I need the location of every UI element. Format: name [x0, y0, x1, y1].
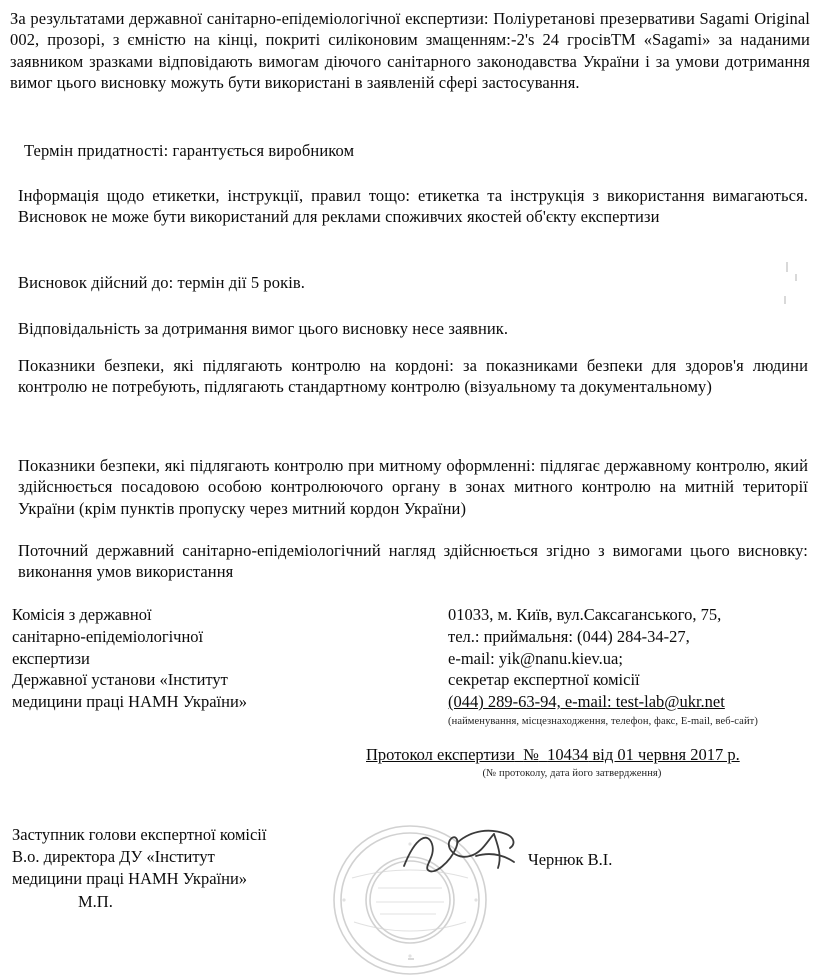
paragraph-responsibility: Відповідальність за дотримання вимог цього висновку несе заявник. [18, 319, 509, 338]
signer-position-line-1: Заступник голови експертної комісії [12, 825, 267, 844]
contact-secretary-label: секретар експертної комісії [448, 670, 640, 690]
protocol-date: від 01 червня 2017 р. [592, 745, 740, 764]
handwritten-signature [398, 826, 528, 882]
contacts-caption: (найменування, місцезнаходження, телефон, факс, Е-mail, веб-сайт) [448, 715, 758, 727]
paragraph-safety-border-control: Показники безпеки, які підлягають контролю на кордоні: за показниками безпеки для здоров'я людини контролю не потребують, підлягають стандартному контролю (візуальному та документальному) [18, 356, 808, 397]
signature-block [12, 824, 342, 913]
commission-line-2: санітарно-епідеміологічної [12, 626, 204, 646]
contact-phone: тел.: приймальня: (044) 284-34-27, [448, 626, 690, 646]
contact-secretary-details: (044) 289-63-94, e-mail: test-lab@ukr.net [448, 692, 725, 712]
signer-position-line-3: медицини праці НАМН України» [12, 868, 248, 888]
seal-mark-label: М.П. [78, 892, 113, 912]
round-stamp-icon [322, 818, 498, 978]
scan-speckle [784, 296, 786, 304]
paragraph-label-info: Інформація щодо етикетки, інструкції, правил тощо: етикетка та інструкція з використання вимагаються. Висновок не може бути використаний для реклами споживчих якостей об'єкту експертизи [18, 186, 808, 227]
commission-line-4: Державної установи «Інститут [12, 670, 228, 690]
protocol-caption: (№ протоколу, дата його затвердження) [482, 768, 662, 779]
contact-address: 01033, м. Київ, вул.Саксаганського, 75, [448, 605, 722, 624]
paragraph-valid-until: Висновок дійсний до: термін дії 5 років. [18, 273, 306, 292]
scan-speckle [786, 262, 788, 272]
paragraph-shelf-life: Термін придатності: гарантується виробником [24, 141, 355, 160]
signer-name: Чернюк В.І. [528, 850, 613, 869]
signer-position-line-2: В.о. директора ДУ «Інститут [12, 846, 215, 866]
paragraph-current-supervision: Поточний державний санітарно-епідеміологічний нагляд здійснюється згідно з вимогами цього висновку: виконання умов використання [18, 541, 808, 582]
protocol-line [366, 745, 796, 765]
paragraph-conclusion-main: За результатами державної санітарно-епідеміологічної експертизи: Поліуретанові презервативи Sagami Original 002, прозорі, з ємністю на кінці, покриті силіконовим змащенням:-2's 24 гросівТМ «Sagami» за наданими заявником зразками відповідають вимогам діючого санітарного законодавства України і за умови дотримання вимог цього висновку можуть бути використані в заявленій сфері застосування. [10, 9, 810, 93]
protocol-block [366, 745, 796, 779]
commission-line-1: Комісія з державної [12, 605, 152, 624]
scan-speckle [408, 958, 414, 960]
contacts-block [448, 604, 788, 729]
commission-block [12, 604, 342, 713]
commission-line-5: медицини праці НАМН України» [12, 692, 248, 712]
scan-speckle [795, 274, 797, 281]
protocol-number: 10434 [547, 745, 589, 764]
paragraph-safety-customs-control: Показники безпеки, які підлягають контролю при митному оформленні: підлягає державному контролю, який здійснюється посадовою особою контролюючого органу в зонах митного контролю на митній території України (крім пунктів пропуску через митний кордон України) [18, 456, 808, 518]
protocol-label: Протокол експертизи [366, 745, 515, 764]
contact-email: e-mail: yik@nanu.kiev.ua; [448, 648, 623, 668]
commission-line-3: експертизи [12, 648, 90, 668]
protocol-number-label: № [523, 745, 539, 764]
